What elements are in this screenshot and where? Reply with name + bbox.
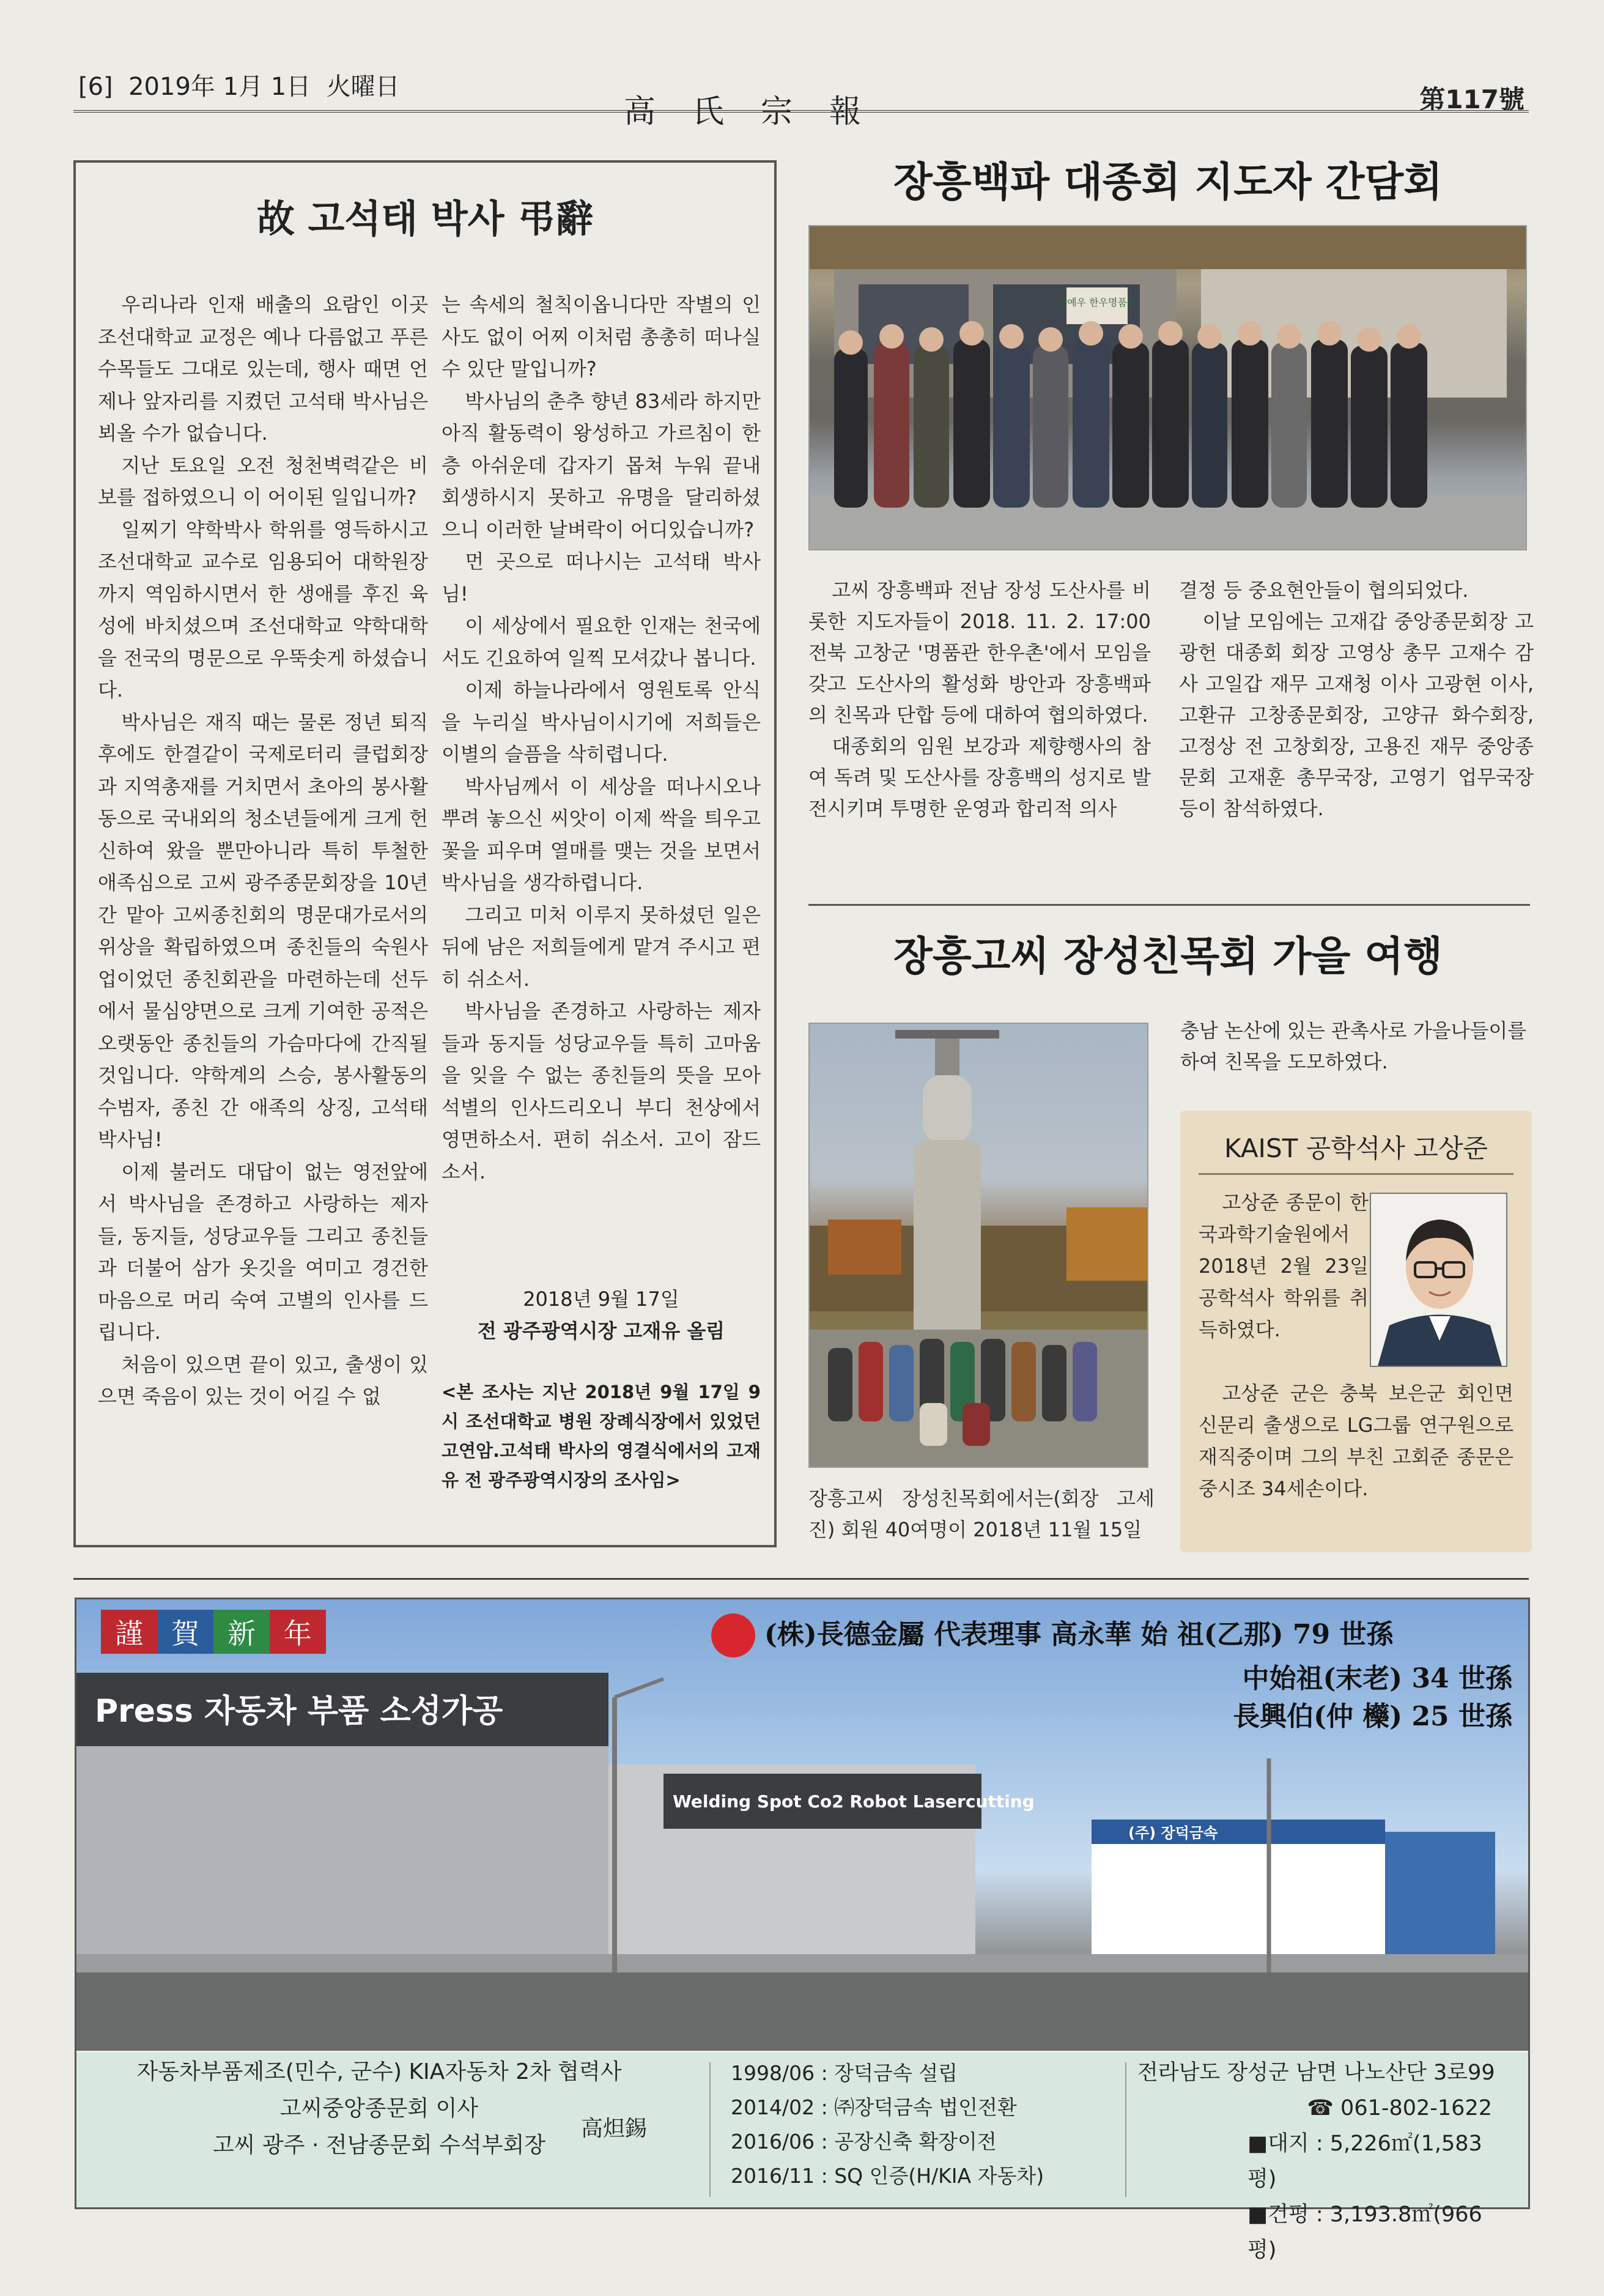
paragraph: 는 속세의 철칙이옵니다만 작별의 인사도 없이 어찌 이처럼 총총히 떠나실 수 있단 말입니까? [442,293,761,380]
section-divider [73,1578,1529,1580]
company-contact [1137,2055,1504,2268]
paragraph: 우리나라 인재 배출의 요람인 이곳 조선대학교 교정은 예나 다름없고 푸른 수목들도 그대로 있는데, 행사 때면 언제나 앞자리를 지켰던 고석태 박사님은 뵈올 수가 없습니다. [98,293,428,445]
ad-roles [104,2054,654,2164]
paragraph: 대종회의 임원 보강과 제향행사의 참여 독려 및 도산사를 장흥백의 성지로 발전시키며 투명한 운영과 합리적 의사 [808,735,1151,820]
banner-char: 謹 [101,1610,157,1654]
genealogy-line: 中始祖(末老) 34 世孫 [1242,1663,1512,1694]
banner-char: 年 [270,1610,326,1654]
paragraph: 박사님의 춘추 향년 83세라 하지만 아직 활동력이 왕성하고 가르침이 한층 아쉬운데 갑자기 몹쳐 누워 끝내 회생하시지 못하고 유명을 달리하셨으니 이러한 날벼락이 어디있습니까? [442,389,761,541]
eulogy-title: 故 고석태 박사 弔辭 [256,196,594,241]
kaist-headline: KAIST 공학석사 고상준 [1224,1133,1488,1163]
company-representative [764,1616,1559,1654]
banner-char: 賀 [157,1610,213,1654]
company-phone: ☎ 061-802-1622 [1307,2096,1492,2120]
paragraph: 박사님은 재직 때는 물론 정년 퇴직 후에도 한결같이 국제로터리 클럽회장과 지역총재를 거치면서 초아의 봉사활동으로 국내외의 청소년들에게 크게 헌신하여 왔을 뿐만아니라 특히 투철한 애족심으로 고씨 광주종문회장을 10년간 맡아 고씨종친회의 명문대가로서의 위상을 확립하였으며 종친들의 숙원사업이었던 종친회관을 마련하는데 선두에서 물심양면으로 크게 기여한 공적은 오랫동안 종친들의 가슴마다에 간직될 것입니다. 약학계의 스승, 봉사활동의 수범자, 종친 간 애족의 상징, 고석태 박사님! [98,710,428,1151]
article2-headline: 장흥고씨 장성친목회 가을 여행 [893,933,1443,980]
building-area: ■건평 : 3,193.8㎡(966평) [1247,2202,1482,2262]
paragraph: 그리고 미처 이루지 못하셨던 일은 뒤에 남은 저희들에게 맡겨 주시고 편히 쉬소서. [442,903,761,991]
article1-headline: 장흥백파 대종회 지도자 간담회 [893,158,1443,206]
history-item: 2014/02 : ㈜장덕금속 법인전환 [731,2095,1017,2119]
paragraph: 이제 하늘나라에서 영원토록 안식을 누리실 박사님이시기에 저희들은 이별의 슬픔을 삭히렵니다. [442,678,761,766]
kaist-divider [1199,1173,1513,1175]
article2-caption: 장흥고씨 장성친목회에서는(회장 고세진) 회원 40여명이 2018년 11월 15일 [808,1487,1155,1541]
restaurant-sign-text: 참예우 한우명품관 [1057,297,1137,308]
paragraph: 고씨 장흥백파 전남 장성 도산사를 비롯한 지도자들이 2018. 11. 2. 17:00 전북 고창군 '명품관 한우촌'에서 모임을 갖고 도산사의 활성화 방안과 장흥백파의 친목과 단합 등에 대하여 협의하였다. [808,579,1151,727]
history-item: 2016/06 : 공장신축 확장이전 [731,2130,997,2153]
new-year-banner [101,1610,326,1654]
ad-role-line: 고씨중앙종문회 이사 [279,2096,479,2121]
eulogy-column-2 [442,289,761,1188]
paragraph: 일찌기 약학박사 학위를 영득하시고 조선대학교 교수로 임용되어 대학원장까지 역임하시면서 한 생애를 후진 육성에 바치셨으며 조선대학교 약학대학을 전국의 명문으로 우뚝솟게 하셨습니다. [98,517,428,702]
ad-person-name: 高炟錫 [581,2116,648,2141]
land-area: ■대지 : 5,226㎡(1,583평) [1247,2131,1482,2191]
group-photo-illustration [810,226,1527,550]
article2-lead: 충남 논산에 있는 관촉사로 가을나들이를 하여 친목을 도모하였다. [1180,1019,1527,1073]
paragraph: 박사님께서 이 세상을 떠나시오나 뿌려 놓으신 씨앗이 이제 싹을 틔우고 꽃을 피우며 열매를 맺는 것을 보면서 박사님을 생각하렵니다. [442,774,761,894]
history-item: 1998/06 : 장덕금속 설립 [731,2061,958,2085]
article1-column-2 [1179,575,1534,824]
factory-sign-press: Press 자동차 부품 소성가공 [95,1693,503,1730]
paragraph: 처음이 있으면 끝이 있고, 출생이 있으면 죽음이 있는 것이 어길 수 없 [98,1352,428,1408]
eulogy-column-1 [98,289,428,1413]
page-date-header: [6] 2019年 1月 1日 火曜日 [78,73,400,101]
ad-column-divider [709,2062,711,2197]
newspaper-title: 高氏宗報 [624,94,898,130]
company-logo-icon [711,1613,755,1657]
issue-number: 第117號 [1419,84,1525,114]
eulogy-signature [442,1283,761,1347]
trip-group-photo [808,1023,1148,1468]
genealogy-line: 長興伯(仲 㰛) 25 世孫 [1233,1701,1512,1732]
eulogy-author: 전 광주광역시장 고재유 올림 [477,1319,725,1342]
eulogy-date: 2018년 9월 17일 [523,1287,679,1311]
trip-photo-illustration [810,1024,1148,1468]
banner-char: 新 [213,1610,270,1654]
history-item: 2016/11 : SQ 인증(H/KIA 자동차) [731,2164,1044,2188]
paragraph: 이날 모임에는 고재갑 중앙종문회장 고광헌 대종회 회장 고영상 총무 고재수 감사 고일갑 재무 고재청 이사 고광현 이사, 고환규 고창종문회장, 고양규 화수회장, 고정상 전 고창회장, 고용진 재무 중앙종문회 고재훈 총무국장, 고영기 업무국장 등이 참석하였다. [1179,610,1534,820]
portrait-illustration [1371,1194,1507,1367]
factory-sign-jangdeok: (주) 장덕금속 [1128,1824,1218,1842]
company-address: 전라남도 장성군 남면 나노산단 3로99 [1137,2061,1495,2085]
ad-role-line: 자동차부품제조(민수, 군수) KIA자동차 2차 협력사 [136,2059,622,2084]
company-line: (株)長德金屬 代表理事 高永華 始 祖(乙那) 79 世孫 [764,1619,1394,1650]
kaist-paragraph-2: 고상준 군은 충북 보은군 회인면 신문리 출생으로 LG그룹 연구원으로 재직중이며 그의 부친 고회준 종문은 중시조 34세손이다. [1199,1382,1513,1500]
paragraph: 이제 불러도 대답이 없는 영전앞에서 박사님을 존경하고 사랑하는 제자들, 동지들, 성당교우들 그리고 종친들과 더불어 삼가 옷깃을 여미고 경건한 마음으로 머리 숙여 고별의 인사를 드립니다. [98,1160,428,1344]
paragraph: 박사님을 존경하고 사랑하는 제자들과 동지들 성당교우들 특히 고마움을 잊을 수 없는 종친들의 뜻을 모아 석별의 인사드리오니 부디 천상에서 영면하소서. 편히 쉬소서. 고이 잠드소서. [442,999,761,1183]
article1-column-1 [808,575,1151,824]
article-divider [808,904,1530,906]
company-history [731,2056,1098,2193]
kaist-paragraph-1: 고상준 종문이 한국과학기술원에서 2018년 2월 23일 공학석사 학위를 취득하였다. [1199,1191,1369,1341]
group-photo-meeting [808,225,1527,550]
portrait-photo [1370,1193,1507,1367]
ad-role-line: 고씨 광주 · 전남종문회 수석부회장 [212,2133,546,2158]
header-divider [73,110,1529,113]
genealogy-lines [1233,1660,1512,1736]
paragraph: 지난 토요일 오전 청천벽력같은 비보를 접하였으니 이 어이된 일입니까? [98,453,428,509]
paragraph: 먼 곳으로 떠나시는 고석태 박사님! [442,550,761,605]
paragraph: 이 세상에서 필요한 인재는 천국에서도 긴요하여 일찍 모셔갔나 봅니다. [442,614,761,670]
eulogy-note: <본 조사는 지난 2018년 9월 17일 9시 조선대학교 병원 장례식장에서 있었던 고연암.고석태 박사의 영결식에서의 고재유 전 광주광역시장의 조사임> [442,1382,761,1491]
paragraph: 결정 등 중요현안들이 협의되었다. [1179,579,1469,602]
factory-sign-welding: Welding Spot Co2 Robot Lasercutting [673,1791,1035,1812]
ad-column-divider [1125,2062,1126,2197]
